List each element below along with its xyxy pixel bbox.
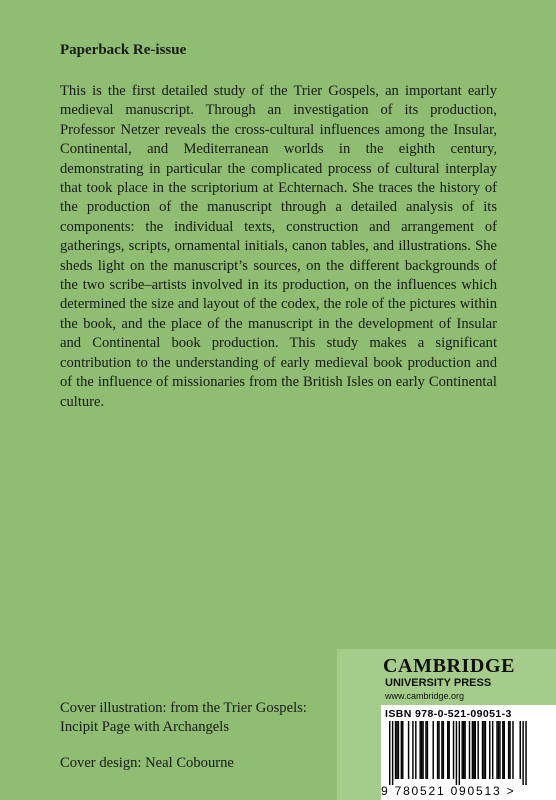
barcode-bar xyxy=(443,721,444,779)
barcode-bar xyxy=(395,721,396,779)
cover-credits xyxy=(60,699,330,773)
barcode-bar xyxy=(415,721,416,779)
barcode-bar xyxy=(475,721,476,779)
barcode-bar xyxy=(520,721,521,779)
barcode-bar xyxy=(408,721,409,779)
barcode-bar xyxy=(402,721,403,779)
barcode-bar xyxy=(447,721,448,779)
barcode-bar xyxy=(453,721,454,779)
barcode-bar xyxy=(525,721,526,785)
isbn-label: ISBN 978-0-521-09051-3 xyxy=(385,708,512,720)
publisher-logo xyxy=(383,655,553,702)
barcode-bar xyxy=(392,721,393,785)
barcode-bar xyxy=(469,721,470,779)
barcode-bar xyxy=(489,721,490,779)
barcode-digits xyxy=(381,784,515,798)
barcode-bar xyxy=(502,721,503,779)
barcode-bar xyxy=(425,721,426,779)
barcode-bar xyxy=(389,721,390,785)
barcode-addon-marker: > xyxy=(506,784,516,798)
barcode-bar xyxy=(498,721,499,779)
barcode-bar xyxy=(456,721,457,785)
barcode-bar xyxy=(421,721,422,779)
cover-design-credit: Cover design: Neal Cobourne xyxy=(60,754,234,771)
barcode-bar xyxy=(427,721,428,779)
barcode-bar xyxy=(459,721,460,785)
barcode-bar xyxy=(438,721,439,779)
barcode-bar xyxy=(477,721,478,779)
barcode-bar xyxy=(412,721,413,779)
barcode-bar xyxy=(437,721,438,779)
barcode-bar xyxy=(482,721,483,779)
barcode-bar xyxy=(485,721,486,779)
barcode-bar xyxy=(522,721,523,785)
barcode-bar xyxy=(473,721,474,779)
barcode-bar xyxy=(433,721,434,779)
barcode-bar xyxy=(401,721,402,779)
barcode-bar xyxy=(398,721,399,779)
publisher-name: CAMBRIDGE xyxy=(383,655,516,677)
barcode-bar xyxy=(508,721,509,779)
publisher-panel xyxy=(337,649,556,800)
barcode-bar xyxy=(496,721,497,779)
barcode-bar xyxy=(422,721,423,779)
description-paragraph: This is the first detailed study of the Trier Gospels, an important early medieval manuscript. Through an investigation of its production, Professor Netzer reveals the cross-cultural influences among the Insular, Continental, and Mediterranean worlds in the eighth century, demonstrating in particular the complicated process of cultural interplay that took place in the scriptorium at Echternach. She traces the history of the production of the manuscript through a detailed analysis of its components: the individual texts, construction and arrangement of gatherings, scripts, ornamental initials, canon tables, and illustrations. She sheds light on the manuscript’s sources, on the different backgrounds of the two scribe–artists involved in its production, on the influences which determined the size and layout of the codex, the role of the pictures within the book, and the place of the manuscript in the development of Insular and Continental book production. This study makes a significant contribution to the understanding of early medieval book production and of the influence of missionaries from the British Isles on early Continental culture. xyxy=(60,83,497,410)
barcode-bar xyxy=(396,721,397,779)
barcode-bar xyxy=(448,721,449,779)
barcode-bar xyxy=(419,721,420,779)
barcode-bar xyxy=(512,721,513,779)
barcode-bar xyxy=(504,721,505,779)
cover-illustration-credit-line2: Incipit Page with Archangels xyxy=(60,719,230,736)
barcode-bar xyxy=(463,721,464,779)
section-heading: Paperback Re-issue xyxy=(60,42,187,58)
barcode-bar xyxy=(462,721,463,779)
barcode-bar xyxy=(441,721,442,779)
barcode-bar xyxy=(464,721,465,779)
barcode-bar xyxy=(472,721,473,779)
barcode-bar xyxy=(492,721,493,779)
publisher-url: www.cambridge.org xyxy=(385,691,465,701)
barcode-bar xyxy=(509,721,510,779)
barcode-icon xyxy=(389,721,543,785)
barcode-number: 9 780521 090513 xyxy=(381,784,502,798)
barcode-box xyxy=(381,705,556,800)
cover-illustration-credit-line1: Cover illustration: from the Trier Gospels: xyxy=(60,700,307,716)
publisher-press: UNIVERSITY PRESS xyxy=(385,677,492,689)
barcode-bar xyxy=(499,721,500,779)
barcode-bar xyxy=(483,721,484,779)
